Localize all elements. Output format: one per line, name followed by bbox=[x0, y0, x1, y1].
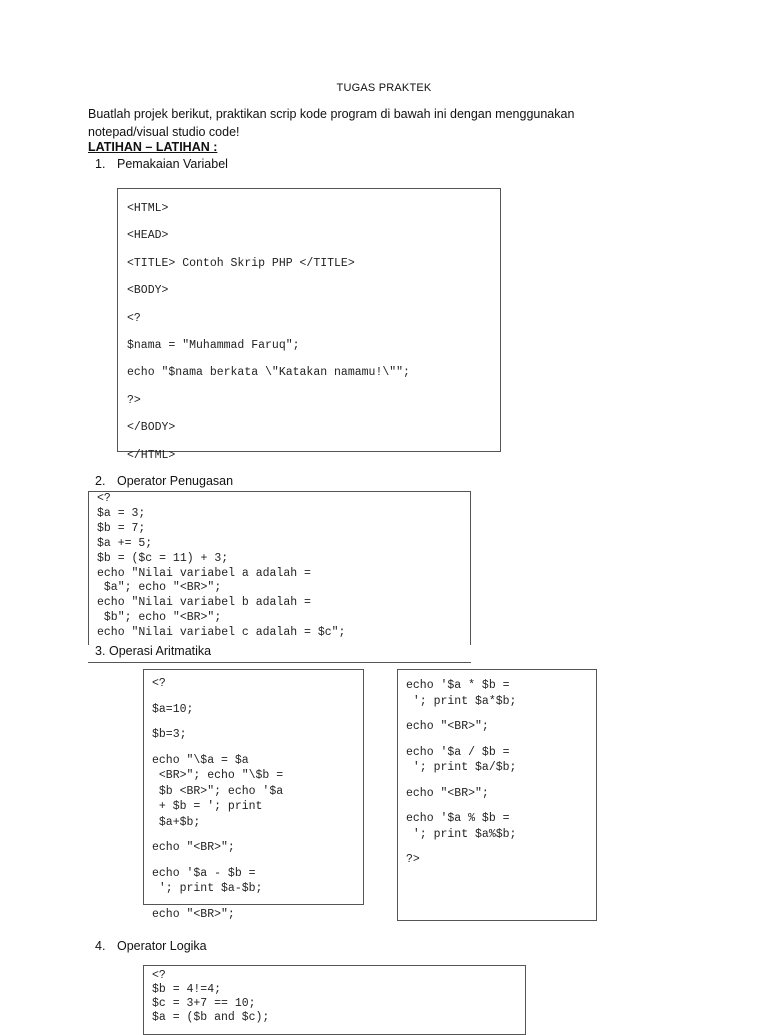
code-line: $a = 3; bbox=[97, 506, 146, 520]
code-line: $nama = "Muhammad Faruq"; bbox=[127, 339, 300, 353]
list-item bbox=[95, 474, 233, 488]
code-line: <BODY> bbox=[127, 284, 169, 298]
code-line: $b = 4!=4; bbox=[152, 983, 222, 996]
code-line: echo "Nilai variabel c adalah = $c"; bbox=[97, 626, 346, 640]
code-line: ?> bbox=[127, 393, 141, 407]
code-line: </HTML> bbox=[127, 448, 176, 462]
code-line: echo "<BR>"; bbox=[152, 841, 235, 854]
code-line: <? bbox=[127, 311, 141, 325]
code-line: '; print $a*$b; bbox=[406, 694, 517, 708]
code-line: $b=3; bbox=[152, 728, 187, 741]
code-line: echo "Nilai variabel a adalah = bbox=[97, 566, 311, 580]
code-line: echo '$a % $b = bbox=[406, 812, 510, 825]
code-line: '; print $a/$b; bbox=[406, 761, 517, 774]
code-line: $a"; echo "<BR>"; bbox=[97, 581, 222, 595]
code-line: echo "<BR>"; bbox=[406, 786, 489, 800]
list-item bbox=[95, 644, 211, 658]
code-line: echo "<BR>"; bbox=[152, 907, 235, 921]
code-line: <HTML> bbox=[127, 202, 169, 215]
intro-text: Buatlah projek berikut, praktikan scrip kode program di bawah ini dengan menggunakan notepad/visual studio code! bbox=[88, 107, 575, 139]
code-line: <HEAD> bbox=[127, 229, 169, 243]
code-line: $a = ($b and $c); bbox=[152, 1011, 270, 1024]
code-line: ?> bbox=[406, 853, 420, 866]
code-line: echo "\$a = $a bbox=[152, 753, 249, 767]
code-line: <BR>"; echo "\$b = bbox=[152, 769, 284, 782]
item-label: Pemakaian Variabel bbox=[117, 157, 228, 171]
code-line: <TITLE> Contoh Skrip PHP </TITLE> bbox=[127, 256, 355, 270]
list-item bbox=[95, 939, 207, 953]
code-line: echo '$a - $b = bbox=[152, 866, 256, 880]
code-block-1 bbox=[117, 188, 501, 462]
code-text bbox=[89, 492, 470, 641]
code-line: $b = ($c = 11) + 3; bbox=[97, 551, 229, 565]
code-line: $b"; echo "<BR>"; bbox=[97, 611, 222, 625]
code-line: echo '$a / $b = bbox=[406, 745, 510, 759]
code-line: $b <BR>"; echo '$a bbox=[152, 784, 284, 798]
code-line: echo '$a * $b = bbox=[406, 679, 510, 692]
item-number: 1. bbox=[95, 157, 106, 171]
divider bbox=[88, 662, 471, 663]
code-text bbox=[118, 189, 500, 469]
code-line: $b = 7; bbox=[97, 521, 146, 535]
code-line: $a=10; bbox=[152, 702, 194, 716]
code-line: $a+$b; bbox=[152, 815, 201, 829]
list-item bbox=[95, 157, 228, 171]
code-line: <? bbox=[152, 677, 166, 690]
code-line: '; print $a%$b; bbox=[406, 827, 517, 841]
code-line: </BODY> bbox=[127, 421, 176, 435]
code-line: <? bbox=[152, 969, 166, 982]
code-block-3-right bbox=[397, 669, 597, 921]
code-line: echo "$nama berkata \"Katakan namamu!\""; bbox=[127, 366, 410, 380]
item-number: 2. bbox=[95, 474, 106, 488]
item-label: Operator Logika bbox=[117, 939, 207, 953]
code-line: + $b = '; print bbox=[152, 800, 263, 813]
code-text bbox=[144, 670, 363, 922]
code-block-2 bbox=[88, 491, 471, 645]
section-heading: LATIHAN – LATIHAN : bbox=[88, 140, 218, 154]
item-number: 4. bbox=[95, 939, 106, 953]
item-label: Operasi Aritmatika bbox=[109, 644, 212, 658]
code-line: '; print $a-$b; bbox=[152, 882, 263, 895]
code-line: $a += 5; bbox=[97, 536, 153, 550]
code-block-3-left bbox=[143, 669, 364, 921]
code-text bbox=[144, 966, 525, 1025]
page-title: TUGAS PRAKTEK bbox=[336, 82, 432, 94]
item-label: Operator Penugasan bbox=[117, 474, 234, 488]
code-line: $c = 3+7 == 10; bbox=[152, 997, 256, 1010]
code-line: echo "Nilai variabel b adalah = bbox=[97, 596, 311, 610]
code-block-4 bbox=[143, 965, 526, 1035]
code-line: <? bbox=[97, 492, 111, 505]
code-line: echo "<BR>"; bbox=[406, 720, 489, 733]
item-number: 3. bbox=[95, 644, 106, 658]
code-text bbox=[398, 670, 596, 868]
